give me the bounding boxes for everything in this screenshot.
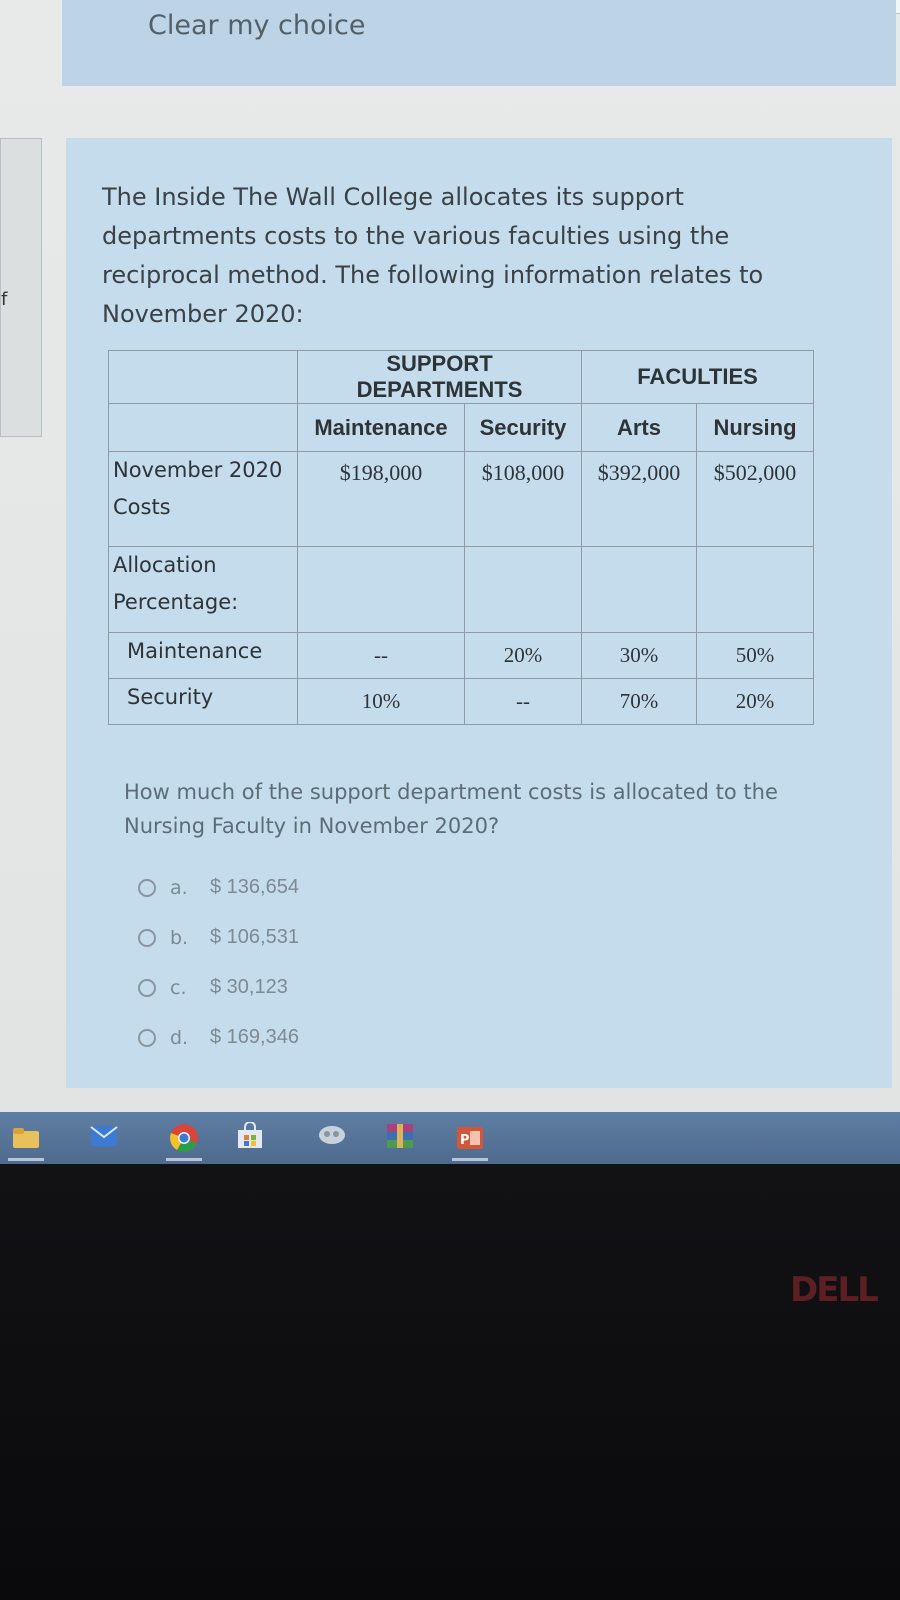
maint-to-maintenance: -- — [298, 633, 465, 679]
maint-to-arts: 30% — [582, 633, 697, 679]
taskbar-store[interactable] — [232, 1118, 268, 1154]
sec-to-nursing: 20% — [697, 679, 814, 725]
left-side-panel — [0, 138, 42, 437]
maint-to-security: 20% — [465, 633, 582, 679]
cost-allocation-table — [108, 350, 814, 725]
radio-button-a[interactable] — [138, 879, 156, 897]
header-support-departments: SUPPORT DEPARTMENTS — [298, 351, 582, 404]
table-empty-cell — [582, 547, 697, 633]
question-intro: The Inside The Wall College allocates its support departments costs to the various faculties using the reciprocal method. The following information relates to November 2020: — [102, 183, 764, 328]
option-letter: a. — [170, 876, 188, 899]
taskbar — [0, 1112, 900, 1164]
question-panel — [66, 138, 892, 1088]
option-letter: d. — [170, 1026, 189, 1049]
clear-my-choice-link[interactable]: Clear my choice — [148, 10, 366, 41]
app-icon — [317, 1123, 347, 1149]
header-nursing: Nursing — [697, 404, 814, 452]
mail-icon — [90, 1125, 118, 1147]
option-value: $ 169,346 — [210, 1026, 299, 1048]
option-letter: b. — [170, 926, 189, 949]
option-letter: c. — [170, 976, 187, 999]
table-corner-cell — [109, 351, 298, 404]
taskbar-powerpoint[interactable] — [452, 1118, 488, 1161]
taskbar-chrome[interactable] — [166, 1118, 202, 1161]
row-label-allocation: Allocation Percentage: — [109, 547, 298, 633]
row-label-maintenance: Maintenance — [109, 633, 298, 679]
option-value: $ 136,654 — [210, 876, 299, 898]
clear-choice-bar — [62, 0, 896, 86]
option-b[interactable] — [138, 926, 299, 949]
cost-security: $108,000 — [465, 452, 582, 547]
option-value: $ 30,123 — [210, 976, 288, 998]
radio-button-d[interactable] — [138, 1029, 156, 1047]
option-d[interactable] — [138, 1026, 299, 1049]
table-empty-cell — [298, 547, 465, 633]
cost-nursing: $502,000 — [697, 452, 814, 547]
taskbar-file-explorer[interactable] — [8, 1118, 44, 1161]
cost-arts: $392,000 — [582, 452, 697, 547]
option-a[interactable] — [138, 876, 299, 899]
store-icon — [236, 1122, 264, 1150]
row-label-costs: November 2020 Costs — [109, 452, 298, 547]
maint-to-nursing: 50% — [697, 633, 814, 679]
option-value: $ 106,531 — [210, 926, 299, 948]
radio-button-c[interactable] — [138, 979, 156, 997]
sec-to-security: -- — [465, 679, 582, 725]
left-strip-text: f — [1, 289, 8, 310]
option-c[interactable] — [138, 976, 288, 999]
archive-icon — [385, 1122, 415, 1150]
row-label-security: Security — [109, 679, 298, 725]
sec-to-arts: 70% — [582, 679, 697, 725]
question-text: How much of the support department costs is allocated to the Nursing Faculty in November 2020? — [124, 780, 778, 838]
header-arts: Arts — [582, 404, 697, 452]
table-empty-cell — [109, 404, 298, 452]
table-empty-cell — [697, 547, 814, 633]
taskbar-mail[interactable] — [86, 1118, 122, 1154]
dell-logo: DELL — [790, 1270, 877, 1310]
chrome-icon — [169, 1123, 199, 1153]
radio-button-b[interactable] — [138, 929, 156, 947]
taskbar-winrar[interactable] — [382, 1118, 418, 1154]
svg-text:P: P — [460, 1133, 470, 1148]
powerpoint-icon — [456, 1125, 484, 1151]
taskbar-app[interactable] — [314, 1118, 350, 1154]
header-maintenance: Maintenance — [298, 404, 465, 452]
table-empty-cell — [465, 547, 582, 633]
folder-icon — [12, 1126, 40, 1150]
monitor-bezel — [0, 1164, 900, 1600]
sec-to-maintenance: 10% — [298, 679, 465, 725]
cost-maintenance: $198,000 — [298, 452, 465, 547]
header-faculties: FACULTIES — [582, 351, 814, 404]
header-security: Security — [465, 404, 582, 452]
